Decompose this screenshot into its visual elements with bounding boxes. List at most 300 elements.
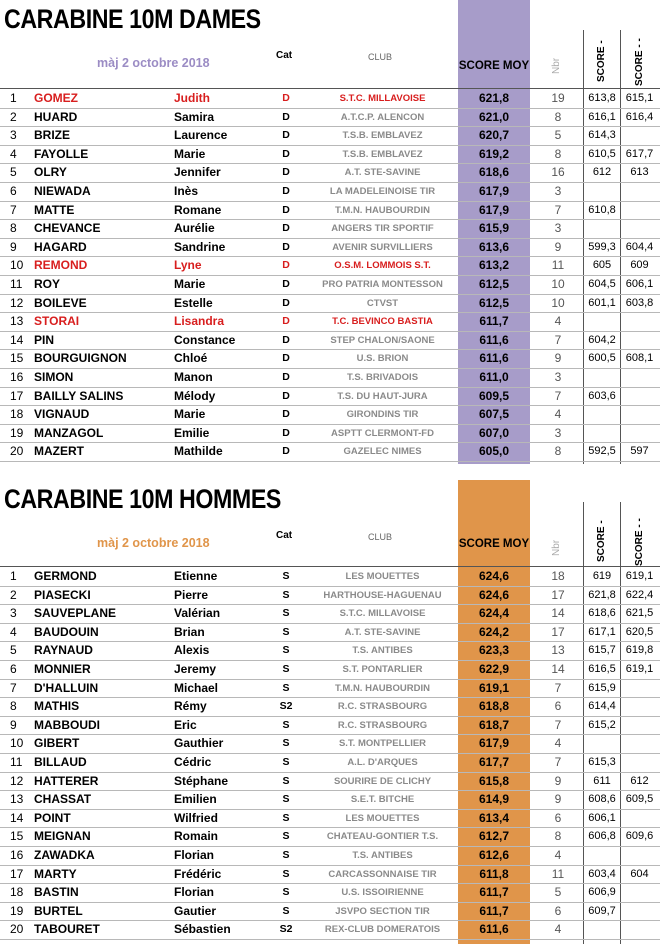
rank-cell: 15 <box>10 829 24 844</box>
table-row <box>0 312 660 332</box>
nbr-cell: 4 <box>554 407 562 422</box>
club-cell: GIRONDINS TIR <box>346 409 419 421</box>
club-cell: S.E.T. BITCHE <box>350 794 415 806</box>
score-moy-cell: 609,5 <box>478 388 510 403</box>
table-row <box>0 827 660 847</box>
last-name-cell: MAZERT <box>34 444 84 459</box>
last-name-cell: BASTIN <box>34 885 79 900</box>
score1-cell: 619 <box>592 570 612 582</box>
rank-cell: 5 <box>10 165 17 180</box>
nbr-cell: 7 <box>554 717 562 732</box>
score-moy-cell: 612,6 <box>478 848 510 862</box>
score-moy-cell: 611,7 <box>479 885 509 900</box>
score2-cell: 617,7 <box>625 147 654 160</box>
cat-header: Cat <box>276 530 293 541</box>
last-name-cell: REMOND <box>34 258 88 273</box>
nbr-cell: 9 <box>554 239 562 254</box>
score-moy-cell: 614,9 <box>478 792 510 807</box>
score2-cell: 603,8 <box>625 296 654 309</box>
score2-cell: 612 <box>630 774 649 787</box>
category-cell: D <box>282 129 290 142</box>
score1-cell: 615,3 <box>588 756 616 768</box>
rank-cell: 16 <box>10 848 24 862</box>
score-moy-cell: 611,0 <box>479 370 509 384</box>
score-moy-cell: 613,6 <box>478 239 510 254</box>
club-cell: T.M.N. HAUBOURDIN <box>335 682 430 694</box>
score-moy-cell: 621,0 <box>478 109 510 124</box>
score-moy-cell: 624,4 <box>478 606 510 621</box>
table-row <box>0 182 660 202</box>
nbr-cell: 17 <box>551 587 565 602</box>
category-cell: S <box>282 718 290 731</box>
table-row <box>0 883 660 903</box>
last-name-cell: STORAI <box>34 314 80 329</box>
cat-header: Cat <box>276 50 293 61</box>
rank-cell: 8 <box>10 699 17 714</box>
rank-cell: 3 <box>10 128 17 143</box>
score1-cell: 611 <box>593 774 611 787</box>
table-row <box>0 126 660 146</box>
rank-cell: 16 <box>10 370 24 384</box>
club-cell: ANGERS TIR SPORTIF <box>331 223 434 235</box>
score2-cell: 604 <box>630 867 649 880</box>
last-name-cell: GOMEZ <box>34 91 78 105</box>
club-cell: T.S.B. EMBLAVEZ <box>342 130 423 142</box>
club-cell: PRO PATRIA MONTESSON <box>322 279 443 290</box>
category-cell: D <box>282 352 290 365</box>
rank-cell: 8 <box>10 221 17 236</box>
nbr-cell: 6 <box>554 903 562 918</box>
table-row <box>0 442 660 462</box>
category-cell: D <box>282 426 290 439</box>
first-name-cell: Inès <box>174 184 199 198</box>
score1-cell: 614,4 <box>588 700 616 713</box>
score2-cell: 606,1 <box>625 278 654 290</box>
last-name-cell: VIGNAUD <box>34 407 90 422</box>
table-row <box>0 790 660 810</box>
category-cell: S <box>282 830 290 843</box>
club-cell: A.T. STE-SAVINE <box>344 167 421 179</box>
club-cell: LES MOUETTES <box>345 812 420 824</box>
club-cell: ASPTT CLERMONT-FD <box>331 427 434 439</box>
first-name-cell: Cédric <box>174 755 212 769</box>
last-name-cell: MATTE <box>34 202 75 217</box>
first-name-cell: Florian <box>174 848 215 862</box>
score2-cell: 609,5 <box>625 793 654 806</box>
score1-cell: 606,9 <box>588 886 616 899</box>
club-cell: REX-CLUB DOMERATOIS <box>324 924 441 936</box>
nbr-cell: 7 <box>554 755 562 769</box>
score-moy-cell: 620,7 <box>478 128 510 143</box>
rank-cell: 1 <box>10 569 17 583</box>
rank-cell: 13 <box>10 792 24 807</box>
score-moy-cell: 612,5 <box>478 277 510 291</box>
club-cell: U.S. BRION <box>356 353 409 365</box>
first-name-cell: Mathilde <box>174 444 223 459</box>
first-name-cell: Etienne <box>174 569 218 583</box>
table-row <box>0 108 660 128</box>
club-cell: CHATEAU-GONTIER T.S. <box>326 831 439 843</box>
last-name-cell: SAUVEPLANE <box>34 606 117 621</box>
nbr-cell: 6 <box>554 699 562 714</box>
last-name-cell: MATHIS <box>34 699 80 714</box>
category-cell: S <box>282 681 290 694</box>
first-name-cell: Mélody <box>174 388 216 403</box>
last-name-cell: ZAWADKA <box>34 848 95 862</box>
club-cell: O.S.M. LOMMOIS S.T. <box>334 260 431 272</box>
score-moy-cell: 612,5 <box>478 295 510 310</box>
score1-cell: 609,7 <box>588 904 616 917</box>
category-cell: D <box>282 92 290 104</box>
rank-cell: 7 <box>10 680 17 695</box>
table-row <box>0 623 660 643</box>
nbr-cell: 6 <box>554 810 562 825</box>
first-name-cell: Marie <box>174 277 206 291</box>
table-row <box>0 145 660 165</box>
nbr-cell: 14 <box>551 606 565 621</box>
club-header: CLUB <box>368 52 393 62</box>
first-name-cell: Romain <box>174 829 219 844</box>
score-moy-cell: 611,6 <box>479 332 509 347</box>
table-row <box>0 238 660 258</box>
club-cell: STEP CHALON/SAONE <box>330 334 435 346</box>
section-title: CARABINE 10M HOMMES <box>4 484 281 514</box>
rank-cell: 18 <box>10 407 24 422</box>
category-cell: S <box>282 904 290 917</box>
category-cell: S <box>282 570 290 582</box>
club-cell: HARTHOUSE-HAGUENAU <box>323 589 442 601</box>
last-name-cell: GIBERT <box>34 736 80 751</box>
nbr-cell: 8 <box>554 109 562 124</box>
rank-cell: 12 <box>10 773 24 788</box>
score1-cell: 610,8 <box>588 203 616 216</box>
rank-cell: 2 <box>10 587 17 602</box>
rank-cell: 14 <box>10 810 24 825</box>
score-moy-cell: 613,4 <box>478 810 510 825</box>
score2-cell: 615,1 <box>625 92 654 104</box>
score-moy-cell: 618,8 <box>478 699 510 714</box>
score1-cell: 592,5 <box>588 445 616 458</box>
table-row <box>0 679 660 699</box>
section-title: CARABINE 10M DAMES <box>4 4 261 34</box>
category-cell: D <box>282 333 290 346</box>
club-cell: R.C. STRASBOURG <box>337 719 428 731</box>
score2-cell: 597 <box>630 445 649 458</box>
score-moy-header: SCORE MOY <box>458 60 530 72</box>
first-name-cell: Florian <box>174 885 215 900</box>
nbr-cell: 4 <box>554 314 562 329</box>
rank-cell: 11 <box>10 755 23 769</box>
score1-cell: 616,5 <box>588 663 616 675</box>
table-row <box>0 89 660 109</box>
update-date: màj 2 octobre 2018 <box>97 56 210 70</box>
score-moy-cell: 615,8 <box>478 773 510 788</box>
nbr-cell: 10 <box>551 295 565 310</box>
table-row <box>0 405 660 425</box>
club-cell: T.M.N. HAUBOURDIN <box>335 204 430 216</box>
score2-cell: 619,1 <box>625 663 654 675</box>
first-name-cell: Alexis <box>174 643 210 658</box>
last-name-cell: CHEVANCE <box>34 221 101 236</box>
last-name-cell: ROY <box>34 277 61 291</box>
nbr-cell: 4 <box>554 848 562 862</box>
table-row <box>0 163 660 183</box>
category-cell: D <box>282 278 290 290</box>
club-header: CLUB <box>368 532 393 542</box>
club-cell: T.S. DU HAUT-JURA <box>337 390 428 402</box>
table-row <box>0 846 660 866</box>
score-moy-cell: 611,8 <box>479 866 509 881</box>
first-name-cell: Eric <box>174 717 197 732</box>
first-name-cell: Romane <box>174 202 222 217</box>
category-cell: D <box>282 240 290 253</box>
club-cell: A.L. D'ARQUES <box>347 757 418 768</box>
category-cell: S <box>282 625 290 638</box>
nbr-cell: 4 <box>554 922 562 937</box>
nbr-cell: 5 <box>554 885 562 900</box>
nbr-cell: 9 <box>554 351 562 366</box>
category-cell: D <box>282 445 290 458</box>
rank-cell: 13 <box>10 314 24 329</box>
score-moy-cell: 618,6 <box>478 165 510 180</box>
category-cell: D <box>282 222 290 235</box>
first-name-cell: Constance <box>174 332 236 347</box>
category-cell: D <box>282 408 290 421</box>
category-cell: S2 <box>279 923 293 936</box>
score-moy-cell: 607,0 <box>478 425 510 440</box>
club-cell: A.T.C.P. ALENCON <box>340 111 425 123</box>
table-row <box>0 424 660 444</box>
women-ranking-section <box>0 0 660 470</box>
category-cell: D <box>282 371 290 383</box>
first-name-cell: Judith <box>174 91 210 105</box>
nbr-cell: 11 <box>551 866 565 881</box>
club-cell: JSVPO SECTION TIR <box>335 905 430 917</box>
category-cell: D <box>282 147 290 160</box>
category-cell: S <box>282 811 290 824</box>
score-moy-cell: 613,2 <box>478 258 510 273</box>
first-name-cell: Chloé <box>174 351 208 366</box>
score2-cell: 609 <box>630 259 649 272</box>
club-cell: CTVST <box>366 297 399 309</box>
rank-cell: 15 <box>10 351 24 366</box>
score1-cell: 615,7 <box>588 644 616 657</box>
score1-cell: 601,1 <box>588 296 616 309</box>
first-name-cell: Gauthier <box>174 736 224 751</box>
nbr-cell: 4 <box>554 736 562 751</box>
score2-cell: 604,4 <box>625 240 654 253</box>
table-row <box>0 660 660 680</box>
score2-cell: 621,5 <box>625 607 654 620</box>
score1-header: SCORE - <box>596 520 607 562</box>
nbr-cell: 3 <box>554 425 562 440</box>
nbr-cell: 3 <box>554 221 562 236</box>
table-row <box>0 201 660 221</box>
last-name-cell: OLRY <box>34 165 67 180</box>
category-cell: S <box>282 737 290 750</box>
category-cell: S <box>282 867 290 880</box>
category-cell: D <box>282 110 290 123</box>
last-name-cell: POINT <box>34 810 71 825</box>
category-cell: S <box>282 849 290 861</box>
first-name-cell: Wilfried <box>174 810 218 825</box>
nbr-header: Nbr <box>551 539 562 556</box>
club-cell: T.C. BEVINCO BASTIA <box>332 316 433 328</box>
score-moy-cell: 618,7 <box>478 717 510 732</box>
table-row <box>0 604 660 624</box>
nbr-cell: 13 <box>551 643 565 658</box>
nbr-cell: 14 <box>551 662 565 676</box>
last-name-cell: MONNIER <box>34 662 91 676</box>
club-cell: T.S. BRIVADOIS <box>346 372 419 383</box>
score-moy-cell: 611,7 <box>479 903 509 918</box>
score1-cell: 612 <box>592 166 612 179</box>
last-name-cell: MABBOUDI <box>34 717 100 732</box>
score2-cell: 608,1 <box>625 352 654 365</box>
table-row <box>0 368 660 388</box>
score2-cell: 619,1 <box>625 570 654 582</box>
last-name-cell: HATTERER <box>34 773 99 788</box>
score-moy-cell: 617,7 <box>478 755 510 769</box>
rank-cell: 14 <box>10 332 24 347</box>
table-row <box>0 219 660 239</box>
score2-cell: 609,6 <box>625 830 654 843</box>
category-cell: D <box>282 315 290 328</box>
last-name-cell: BURTEL <box>34 903 83 918</box>
score-moy-cell: 611,7 <box>479 314 509 329</box>
score1-cell: 608,6 <box>588 793 616 806</box>
rank-cell: 1 <box>10 91 17 105</box>
score-moy-cell: 615,9 <box>478 221 510 236</box>
club-cell: T.S. ANTIBES <box>352 850 413 861</box>
nbr-cell: 5 <box>554 128 562 143</box>
score1-cell: 616,1 <box>588 110 616 123</box>
category-cell: S <box>282 756 290 768</box>
rank-cell: 5 <box>10 643 17 658</box>
score-moy-cell: 622,9 <box>478 662 510 676</box>
score2-cell: 616,4 <box>625 110 654 123</box>
first-name-cell: Sébastien <box>174 922 231 937</box>
nbr-cell: 7 <box>554 202 562 217</box>
last-name-cell: MARTY <box>34 866 77 881</box>
rank-cell: 20 <box>10 444 24 459</box>
rank-cell: 6 <box>10 662 17 676</box>
score-moy-cell: 617,9 <box>478 736 510 751</box>
score1-cell: 606,1 <box>588 811 616 824</box>
score-moy-cell: 623,3 <box>478 643 510 658</box>
last-name-cell: HAGARD <box>34 239 87 254</box>
first-name-cell: Brian <box>174 624 205 639</box>
table-row <box>0 753 660 773</box>
score1-cell: 618,6 <box>588 607 616 620</box>
first-name-cell: Emilien <box>174 792 217 807</box>
score2-cell: 613 <box>630 166 649 179</box>
last-name-cell: BAILLY SALINS <box>34 388 124 403</box>
last-name-cell: FAYOLLE <box>34 146 89 161</box>
first-name-cell: Marie <box>174 146 206 161</box>
rank-cell: 4 <box>10 624 17 639</box>
table-row <box>0 641 660 661</box>
club-cell: LES MOUETTES <box>345 571 420 582</box>
last-name-cell: D'HALLUIN <box>34 680 99 695</box>
category-cell: S <box>282 607 290 620</box>
score2-header: SCORE - - <box>634 38 645 86</box>
nbr-cell: 3 <box>554 184 562 198</box>
last-name-cell: HUARD <box>34 109 78 124</box>
first-name-cell: Marie <box>174 407 206 422</box>
rank-cell: 17 <box>10 866 24 881</box>
club-cell: T.S.B. EMBLAVEZ <box>342 148 423 160</box>
last-name-cell: BOURGUIGNON <box>34 351 127 366</box>
last-name-cell: BRIZE <box>34 128 70 143</box>
first-name-cell: Lyne <box>174 258 202 273</box>
nbr-cell: 8 <box>554 444 562 459</box>
first-name-cell: Samira <box>174 109 215 124</box>
first-name-cell: Manon <box>174 370 213 384</box>
rank-cell: 11 <box>10 277 23 291</box>
club-cell: SOURIRE DE CLICHY <box>333 775 432 787</box>
rank-cell: 3 <box>10 606 17 621</box>
first-name-cell: Frédéric <box>174 866 222 881</box>
category-cell: D <box>282 203 290 216</box>
score1-cell: 604,2 <box>588 333 616 346</box>
score1-cell: 606,8 <box>588 830 616 843</box>
category-cell: D <box>282 259 290 272</box>
last-name-cell: BOILEVE <box>34 295 87 310</box>
last-name-cell: MANZAGOL <box>34 425 104 440</box>
nbr-cell: 3 <box>554 370 562 384</box>
table-row <box>0 349 660 369</box>
category-cell: S2 <box>279 700 293 713</box>
score-moy-cell: 624,2 <box>478 624 510 639</box>
table-row <box>0 331 660 351</box>
first-name-cell: Stéphane <box>174 773 229 788</box>
first-name-cell: Lisandra <box>174 314 225 329</box>
club-cell: LA MADELEINOISE TIR <box>329 186 436 197</box>
nbr-cell: 9 <box>554 773 562 788</box>
score-moy-cell: 605,0 <box>478 444 510 459</box>
score1-cell: 613,8 <box>588 92 616 104</box>
club-cell: T.S. ANTIBES <box>352 645 413 657</box>
category-cell: D <box>282 389 290 402</box>
nbr-cell: 19 <box>551 91 565 105</box>
first-name-cell: Sandrine <box>174 239 226 254</box>
table-row <box>0 716 660 736</box>
rank-cell: 19 <box>10 903 24 918</box>
rank-cell: 12 <box>10 295 24 310</box>
club-cell: S.T. PONTARLIER <box>342 664 423 675</box>
rank-cell: 9 <box>10 717 17 732</box>
table-row <box>0 772 660 792</box>
score-moy-cell: 611,6 <box>479 351 509 366</box>
table-row <box>0 586 660 606</box>
score-moy-cell: 607,5 <box>478 407 510 422</box>
table-row <box>0 567 660 587</box>
last-name-cell: NIEWADA <box>34 184 91 198</box>
score1-cell: 621,8 <box>588 588 616 601</box>
table-row <box>0 865 660 885</box>
nbr-cell: 7 <box>554 680 562 695</box>
nbr-cell: 8 <box>554 829 562 844</box>
rank-cell: 4 <box>10 146 17 161</box>
score1-cell: 603,4 <box>588 867 616 880</box>
last-name-cell: TABOURET <box>34 922 100 937</box>
last-name-cell: PIN <box>34 332 55 347</box>
category-cell: S <box>282 793 290 806</box>
score2-header: SCORE - - <box>634 518 645 566</box>
first-name-cell: Aurélie <box>174 221 215 236</box>
update-date: màj 2 octobre 2018 <box>97 536 210 550</box>
